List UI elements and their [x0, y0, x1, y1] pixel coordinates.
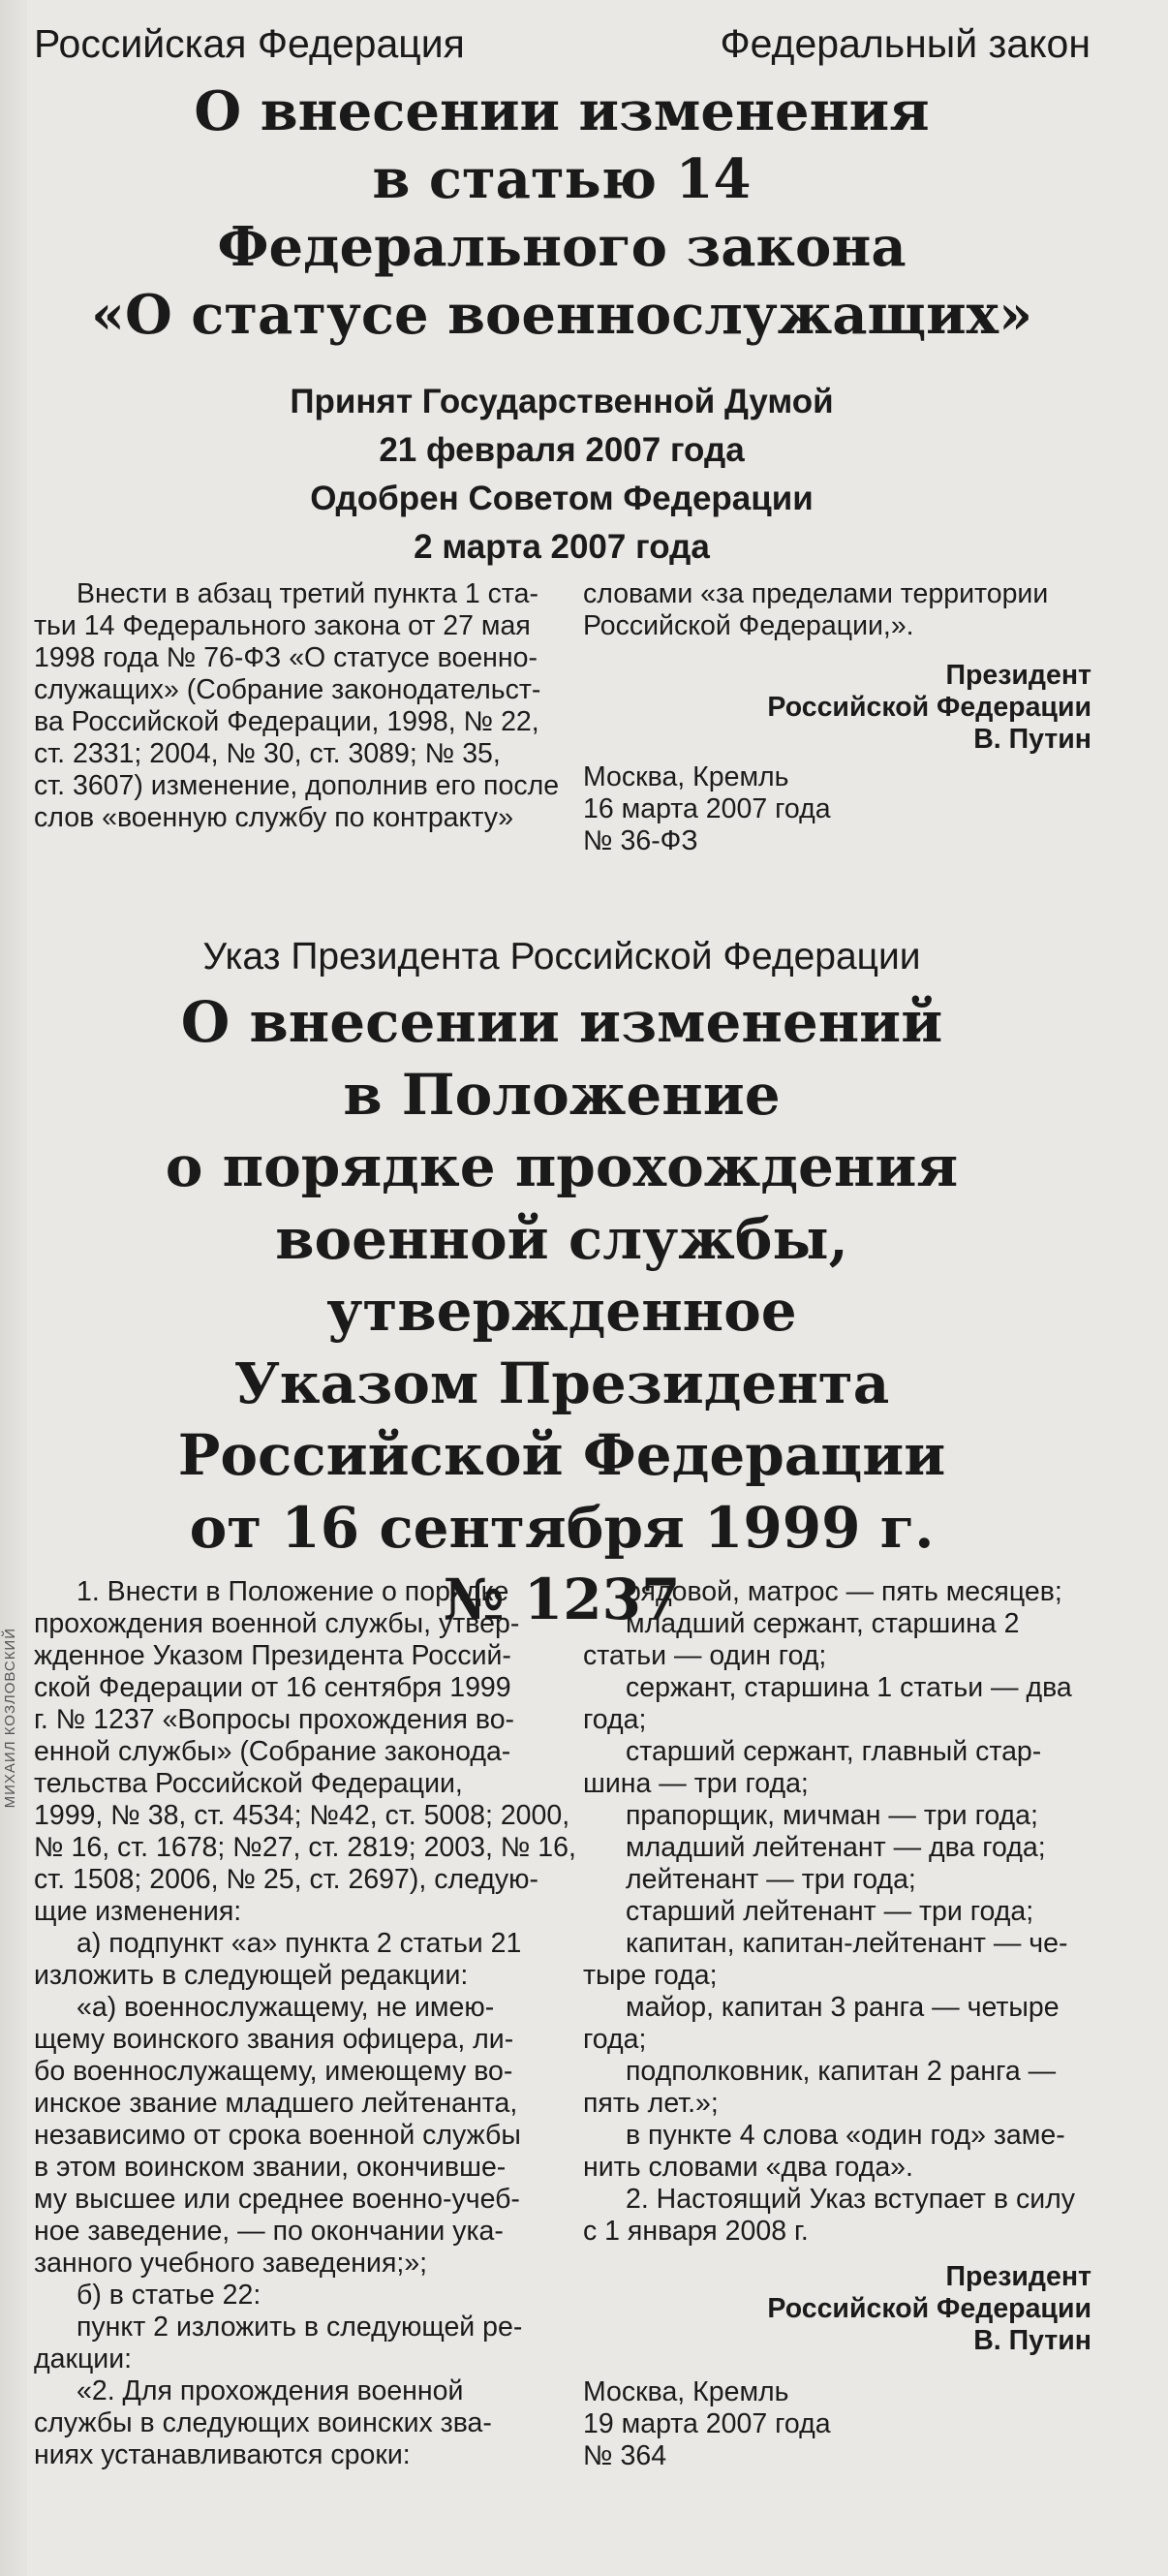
- decree-title-line: от 16 сентября 1999 г.: [189, 1494, 935, 1561]
- decree-text-line: тыре года;: [583, 1960, 718, 1991]
- adoption-line: 2 марта 2007 года: [414, 528, 710, 566]
- law-body-right: [583, 578, 1091, 857]
- decree-text-line: капитан, капитан-лейтенант — че-: [626, 1928, 1068, 1959]
- decree-text-line: енной службы» (Собрание законода-: [34, 1736, 511, 1767]
- decree-text-line: жденное Указом Президента Россий-: [34, 1640, 511, 1671]
- signature-line: В. Путин: [973, 724, 1091, 755]
- law-text-line: Внести в абзац третий пункта 1 ста-: [77, 578, 538, 609]
- decree-title-line: о порядке прохождения: [165, 1133, 959, 1199]
- decree-title-line: Российской Федерации: [177, 1422, 946, 1488]
- decree-text-line: ст. 1508; 2006, № 25, ст. 2697), следую-: [34, 1864, 539, 1895]
- decree-text-line: № 16, ст. 1678; №27, ст. 2819; 2003, № 16,: [34, 1832, 576, 1863]
- page-edge-bleed: [0, 0, 27, 2576]
- decree-text-line: лейтенант — три года;: [626, 1864, 916, 1895]
- decree-text-line: подполковник, капитан 2 ранга —: [626, 2056, 1057, 2087]
- decree-text-line: майор, капитан 3 ранга — четыре: [626, 1992, 1060, 2023]
- law-text-line: служащих» (Собрание законодательст-: [34, 674, 541, 705]
- law-header: [34, 21, 1091, 67]
- decree-title-line: в Положение: [343, 1061, 781, 1128]
- law-title: [34, 78, 1090, 349]
- decree-text-line: б) в статье 22:: [77, 2280, 261, 2311]
- document-type-label: Федеральный закон: [720, 21, 1091, 66]
- decree-text-line: инское звание младшего лейтенанта,: [34, 2088, 518, 2119]
- law-place-date: [583, 761, 1091, 857]
- decree-text-line: «2. Для прохождения военной: [77, 2375, 464, 2406]
- law-text-line: ст. 2331; 2004, № 30, ст. 3089; № 35,: [34, 738, 501, 769]
- law-title-line: «О статусе военнослужащих»: [90, 283, 1033, 347]
- decree-text-line: прохождения военной службы, утвер-: [34, 1608, 520, 1639]
- country-label: Российская Федерация: [34, 21, 465, 66]
- law-title-line: Федерального закона: [217, 215, 907, 279]
- decree-text-line: в пункте 4 слова «один год» заме-: [626, 2120, 1065, 2151]
- decree-title-line: военной службы, утвержденное: [275, 1205, 848, 1344]
- signature-line: В. Путин: [973, 2325, 1091, 2356]
- decree-text-line: статьи — один год;: [583, 1640, 827, 1671]
- law-body-left: [34, 578, 560, 834]
- law-text-line: слов «военную службу по контракту»: [34, 802, 514, 833]
- adoption-line: 21 февраля 2007 года: [379, 431, 745, 469]
- decree-text-line: дакции:: [34, 2343, 133, 2374]
- decree-text-line: щему воинского звания офицера, ли-: [34, 2024, 514, 2055]
- decree-text-line: рядовой, матрос — пять месяцев;: [626, 1576, 1062, 1607]
- law-text-line: словами «за пределами территории: [583, 578, 1049, 609]
- decree-text-line: года;: [583, 2024, 647, 2055]
- decree-signature: [583, 2261, 1091, 2357]
- photo-credit: МИХАИЛ КОЗЛОВСКИЙ: [2, 1628, 18, 1809]
- decree-text-line: шина — три года;: [583, 1768, 809, 1799]
- law-title-line: О внесении изменения: [194, 79, 930, 143]
- signature-line: Российской Федерации: [767, 692, 1091, 723]
- decree-text-line: 1999, № 38, ст. 4534; №42, ст. 5008; 2000,: [34, 1800, 570, 1831]
- decree-title: [34, 986, 1090, 1636]
- adoption-line: Одобрен Советом Федерации: [310, 480, 814, 517]
- law-text-line: ст. 3607) изменение, дополнив его после: [34, 770, 560, 801]
- decree-text-line: младший сержант, старшина 2: [626, 1608, 1020, 1639]
- decree-text-line: изложить в следующей редакции:: [34, 1960, 469, 1991]
- decree-title-line: Указом Президента: [233, 1350, 890, 1416]
- decree-right-text: [583, 1576, 1091, 2248]
- decree-text-line: 2. Настоящий Указ вступает в силу: [626, 2184, 1075, 2215]
- decree-text-line: года;: [583, 1704, 647, 1735]
- decree-text-line: щие изменения:: [34, 1896, 242, 1927]
- decree-text-line: бо военнослужащему, имеющему во-: [34, 2056, 513, 2087]
- decree-title-line: О внесении изменений: [180, 989, 943, 1055]
- law-text-line: ва Российской Федерации, 1998, № 22,: [34, 706, 539, 737]
- decree-heading: Указ Президента Российской Федерации: [202, 936, 921, 978]
- decree-text-line: сержант, старшина 1 статьи — два: [626, 1672, 1072, 1703]
- decree-text-line: му высшее или среднее военно-учеб-: [34, 2184, 520, 2215]
- decree-text-line: а) подпункт «а» пункта 2 статьи 21: [77, 1928, 522, 1959]
- decree-text-line: нить словами «два года».: [583, 2152, 913, 2183]
- decree-text-line: службы в следующих воинских зва-: [34, 2407, 492, 2438]
- decree-body-right: [583, 1576, 1091, 2472]
- signature-line: Российской Федерации: [767, 2293, 1091, 2324]
- decree-text-line: ное заведение, — по окончании ука-: [34, 2216, 504, 2247]
- decree-text-line: тельства Российской Федерации,: [34, 1768, 463, 1799]
- decree-text-line: старший лейтенант — три года;: [626, 1896, 1034, 1927]
- law-text-line: 1998 года № 76-ФЗ «О статусе военно-: [34, 642, 538, 673]
- place-line: № 36-ФЗ: [583, 825, 698, 856]
- decree-text-line: младший лейтенант — два года;: [626, 1832, 1046, 1863]
- decree-place-date: [583, 2376, 1091, 2472]
- law-title-line: в статью 14: [372, 147, 752, 211]
- law-signature: [583, 660, 1091, 756]
- decree-text-line: ниях устанавливаются сроки:: [34, 2439, 411, 2470]
- decree-text-line: старший сержант, главный стар-: [626, 1736, 1042, 1767]
- decree-text-line: ской Федерации от 16 сентября 1999: [34, 1672, 511, 1703]
- place-line: Москва, Кремль: [583, 761, 789, 792]
- place-line: Москва, Кремль: [583, 2376, 789, 2407]
- decree-text-line: прапорщик, мичман — три года;: [626, 1800, 1038, 1831]
- place-line: № 364: [583, 2440, 667, 2471]
- decree-text-line: г. № 1237 «Вопросы прохождения во-: [34, 1704, 515, 1735]
- place-line: 16 марта 2007 года: [583, 793, 831, 824]
- law-adoption: [34, 378, 1090, 572]
- decree-text-line: занного учебного заведения;»;: [34, 2248, 428, 2279]
- decree-text-line: пункт 2 изложить в следующей ре-: [77, 2312, 523, 2343]
- decree-text-line: 1. Внести в Положение о порядке: [77, 1576, 509, 1607]
- decree-text-line: пять лет.»;: [583, 2088, 719, 2119]
- place-line: 19 марта 2007 года: [583, 2408, 831, 2439]
- decree-title-line: № 1237: [443, 1567, 681, 1632]
- adoption-line: Принят Государственной Думой: [290, 383, 834, 420]
- signature-line: Президент: [945, 2261, 1091, 2292]
- decree-text-line: «а) военнослужащему, не имею-: [77, 1992, 495, 2023]
- decree-body-left: [34, 1576, 576, 2471]
- law-text-line: Российской Федерации,».: [583, 610, 914, 641]
- decree-text-line: с 1 января 2008 г.: [583, 2216, 809, 2247]
- law-text-line: тьи 14 Федерального закона от 27 мая: [34, 610, 531, 641]
- decree-text-line: в этом воинском звании, окончивше-: [34, 2152, 507, 2183]
- decree-text-line: независимо от срока военной службы: [34, 2120, 521, 2151]
- signature-line: Президент: [945, 660, 1091, 691]
